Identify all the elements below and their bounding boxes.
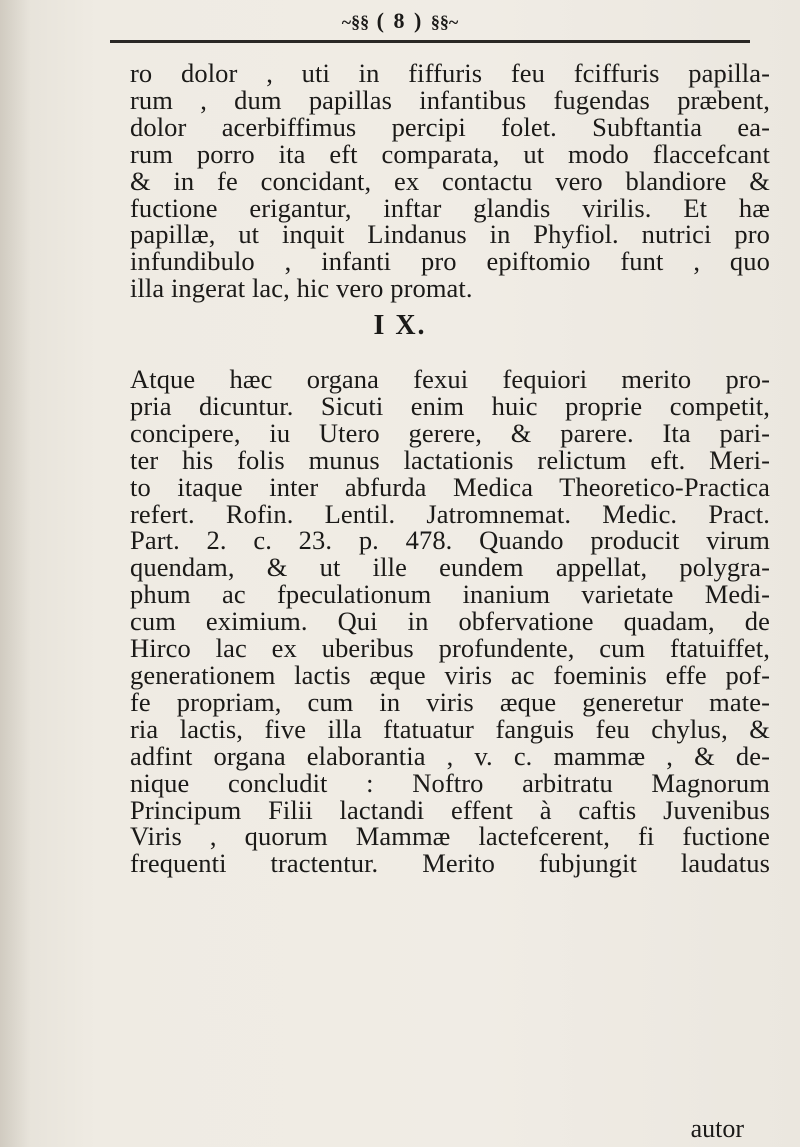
text-line: ria lactis, five illa ftatuatur fanguis feu chylus, & (130, 713, 770, 744)
text-line: concipere, iu Utero gerere, & parere. Ita pari- (130, 417, 770, 448)
page-header (0, 8, 800, 34)
text-line: ro dolor , uti in fiffuris feu fciffuris papilla- (130, 58, 770, 88)
text-line: Principum Filii lactandi effent à caftis Juvenibus (130, 794, 770, 825)
text-line: rum porro ita eft comparata, ut modo flaccefcant (130, 138, 770, 169)
catchword: autor (690, 1114, 744, 1143)
text-line: dolor acerbiffimus percipi folet. Subftantia ea- (130, 111, 770, 142)
text-line: Atque hæc organa fexui fequiori merito pro- (130, 364, 770, 394)
text-line: generationem lactis æque viris ac foeminis effe pof- (130, 659, 770, 690)
header-ornament-left: ~§§ (341, 12, 370, 32)
paragraph-2 (130, 366, 770, 877)
text-line: Part. 2. c. 23. p. 478. Quando producit virum (130, 525, 770, 556)
text-line: illa ingerat lac, hic vero promat. (130, 273, 473, 304)
text-line: to itaque inter abfurda Medica Theoretico-Practica (130, 471, 770, 502)
text-line: phum ac fpeculationum inanium varietate Medi- (130, 579, 770, 610)
text-line: nique concludit : Noftro arbitratu Magnorum (130, 767, 770, 798)
section-heading: I X. (373, 310, 427, 341)
text-line: infundibulo , infanti pro epiftomio funt , quo (130, 246, 770, 277)
text-line: adfint organa elaborantia , v. c. mammæ , & de- (130, 740, 770, 771)
text-line: fuctione erigantur, inftar glandis virilis. Et hæ (130, 192, 770, 223)
text-line: ter his folis munus lactationis relictum eft. Meri- (130, 444, 770, 475)
page-number: ( 8 ) (376, 8, 424, 33)
text-line: rum , dum papillas infantibus fugendas præbent, (130, 84, 770, 115)
text-line: papillæ, ut inquit Lindanus in Phyfiol. nutrici pro (130, 219, 770, 250)
header-ornament-right: §§~ (430, 12, 459, 32)
text-line: cum eximium. Qui in obfervatione quadam, de (130, 606, 770, 637)
page-gutter-shadow (0, 0, 30, 1147)
text-line: frequenti tractentur. Merito fubjungit laudatus (130, 848, 770, 879)
text-line: quendam, & ut ille eundem appellat, polygra- (130, 552, 770, 583)
text-line: Viris , quorum Mammæ lactefcerent, fi fuctione (130, 821, 770, 852)
paragraph-1 (130, 60, 770, 302)
text-line: refert. Rofin. Lentil. Jatromnemat. Medic. Pract. (130, 498, 770, 529)
text-line: pria dicuntur. Sicuti enim huic proprie competit, (130, 390, 770, 421)
header-rule (110, 40, 750, 43)
text-line: fe propriam, cum in viris æque generetur mate- (130, 686, 770, 717)
text-line: Hirco lac ex uberibus profundente, cum ftatuiffet, (130, 633, 770, 664)
text-line: & in fe concidant, ex contactu vero blandiore & (130, 165, 770, 196)
